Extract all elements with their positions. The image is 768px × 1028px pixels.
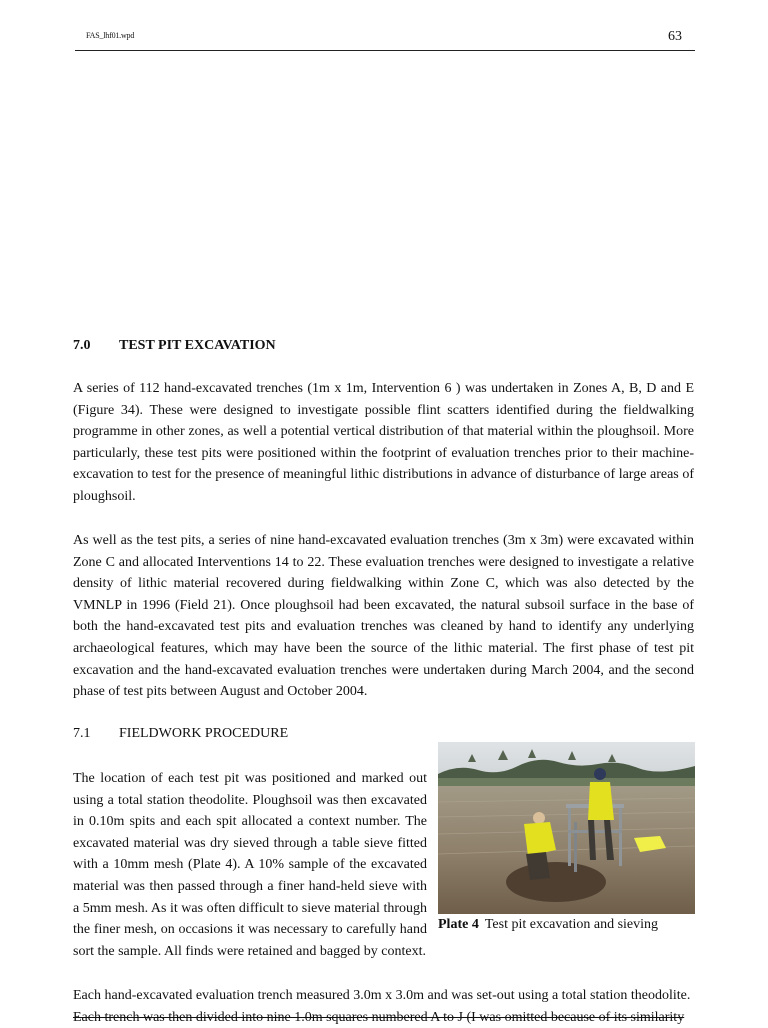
closing-line-2: Each trench was then divided into nine 1.0m squares numbered A to J (I was omitted because of its similarity — [73, 1009, 685, 1025]
paragraph-evaluation-trenches: As well as the test pits, a series of nine hand-excavated evaluation trenches (3m x 3m) were excavated within Zone C and allocated Interventions 14 to 22. These evaluation trenches were designed to investigate a relative density of lithic material recovered during fieldwalking within Zone C, which was also detected by the VMNLP in 1996 (Field 21). Once ploughsoil had been excavated, the natural subsoil surface in the base of both the hand-excavated test pits and evaluation trenches was cleaned by hand to identify any underlying archaeological features, which may have been the source of the lithic material. The first phase of test pit excavation and the hand-excavated evaluation trenches were undertaken during March 2004, and the second phase of test pits between August and October 2004. — [73, 533, 694, 700]
section-heading — [73, 338, 276, 354]
page-number: 63 — [668, 29, 682, 44]
plate-photo — [438, 742, 695, 914]
closing-line-1: Each hand-excavated evaluation trench measured 3.0m x 3.0m and was set-out using a total station theodolite. — [73, 988, 691, 1003]
section-title: TEST PIT EXCAVATION — [119, 338, 276, 353]
paragraph-fieldwork-procedure: The location of each test pit was positioned and marked out using a total station theodolite. Ploughsoil was then excavated in 0.10m spits and each spit allocated a context number. The excavated material was dry sieved through a table sieve fitted with a 10mm mesh (Plate 4). A 10% sample of the excavated material was then passed through a finer hand-held sieve with a 5mm mesh. As it was often difficult to sieve material through the finer mesh, on occasions it was necessary to carefully hand sort the sample. All finds were retained and bagged by context. — [73, 771, 427, 959]
subsection-number: 7.1 — [73, 726, 91, 741]
subsection-heading — [73, 726, 288, 742]
section-number: 7.0 — [73, 338, 91, 353]
plate-caption — [438, 917, 658, 933]
paragraph-test-pits: A series of 112 hand-excavated trenches (1m x 1m, Intervention 6 ) was undertaken in Zones A, B, D and E (Figure 34). These were designed to investigate possible flint scatters identified during the fieldwalking programme in other zones, as well a potential vertical distribution of that material within the ploughsoil. More particularly, these test pits were positioned within the footprint of evaluation trenches prior to their machine-excavation to test for the presence of meaningful lithic distributions in advance of disturbance of large areas of ploughsoil. — [73, 381, 694, 504]
header-rule — [75, 50, 695, 51]
plate-caption-text: Test pit excavation and sieving — [484, 917, 659, 932]
plate-label: Plate 4 — [438, 917, 479, 932]
header-file-name: FAS_lhf01.wpd — [86, 31, 135, 40]
subsection-title: FIELDWORK PROCEDURE — [119, 726, 289, 741]
paragraph-evaluation-trench-layout — [73, 985, 694, 1028]
